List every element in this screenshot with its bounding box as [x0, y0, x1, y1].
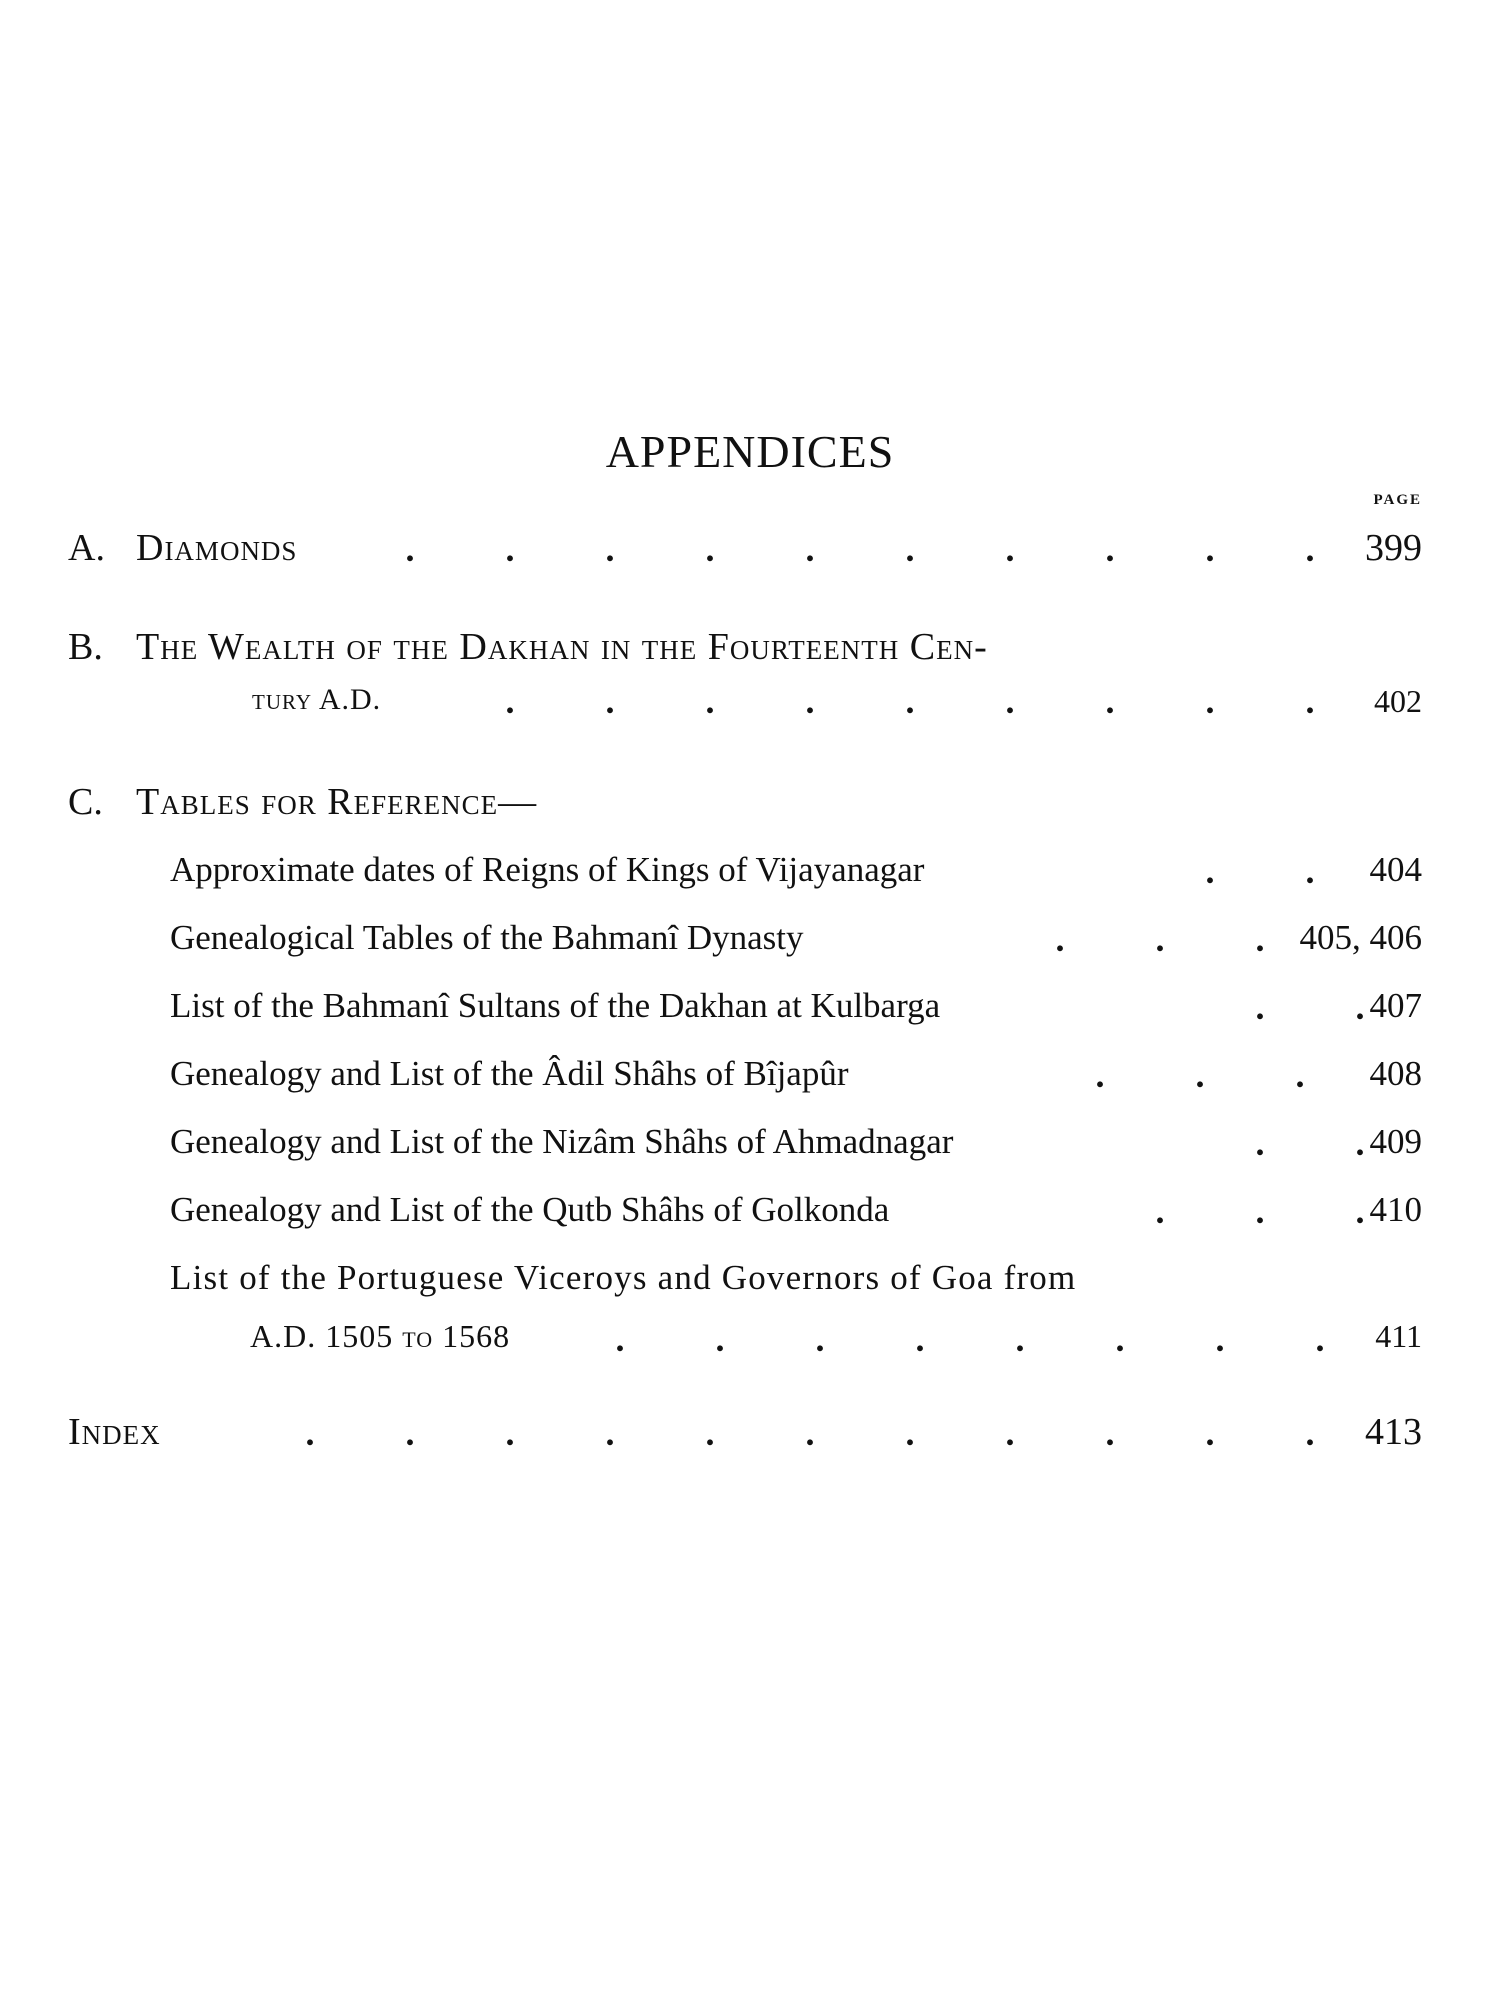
entry-title: Diamonds: [136, 527, 298, 569]
dot-leader: . . . . . . . . . .: [405, 529, 1315, 569]
entry-title: Tables for Reference—: [136, 781, 538, 823]
dot-leader: . . . . . . . .: [615, 1319, 1325, 1359]
entry-index: Index: [68, 1411, 161, 1453]
dot-leader: . . .: [1055, 919, 1265, 959]
dot-leader: . . . . . . . . .: [505, 681, 1315, 721]
dot-leader: . .: [1255, 1123, 1365, 1163]
table-entry-title-continuation: A.D. 1505 to 1568: [250, 1318, 511, 1354]
entry-c: [68, 780, 537, 824]
page-number: 410: [1369, 1190, 1422, 1229]
page-number: 408: [1369, 1054, 1422, 1093]
dot-leader: . .: [1205, 851, 1315, 891]
table-entry-title: List of the Bahmanî Sultans of the Dakhan at Kulbarga: [170, 986, 941, 1025]
dot-leader: . . .: [1155, 1191, 1365, 1231]
page-number: 405, 406: [1299, 918, 1422, 957]
table-entry-title: Approximate dates of Reigns of Kings of Vijayanagar: [170, 850, 925, 889]
dot-leader: . . . . . . . . . . .: [305, 1413, 1315, 1453]
table-entry-title: Genealogy and List of the Âdil Shâhs of Bîjapûr: [170, 1054, 849, 1093]
page-number: 404: [1369, 850, 1422, 889]
table-entry-title: List of the Portuguese Viceroys and Governors of Goa from: [170, 1258, 1077, 1297]
table-entry-title: Genealogical Tables of the Bahmanî Dynasty: [170, 918, 804, 957]
page-number: 411: [1375, 1318, 1422, 1354]
table-entry-title: Genealogy and List of the Qutb Shâhs of Golkonda: [170, 1190, 890, 1229]
entry-title: The Wealth of the Dakhan in the Fourteenth Cen-: [136, 626, 988, 668]
page-title: APPENDICES: [605, 426, 895, 477]
table-entry-title: Genealogy and List of the Nizâm Shâhs of Ahmadnagar: [170, 1122, 954, 1161]
entry-letter: A.: [68, 527, 105, 569]
page-number: 402: [1374, 683, 1422, 719]
page-number: 413: [1365, 1411, 1422, 1453]
page-number: 407: [1369, 986, 1422, 1025]
page-column-label: PAGE: [1373, 492, 1422, 508]
entry-title-continuation: tury A.D.: [252, 683, 382, 716]
dot-leader: . . .: [1095, 1055, 1305, 1095]
page-number: 399: [1365, 527, 1422, 569]
entry-letter: B.: [68, 626, 103, 668]
page-number: 409: [1369, 1122, 1422, 1161]
entry-letter: C.: [68, 781, 103, 823]
entry-a: [68, 526, 297, 570]
entry-b: [68, 625, 988, 669]
dot-leader: . .: [1255, 987, 1365, 1027]
